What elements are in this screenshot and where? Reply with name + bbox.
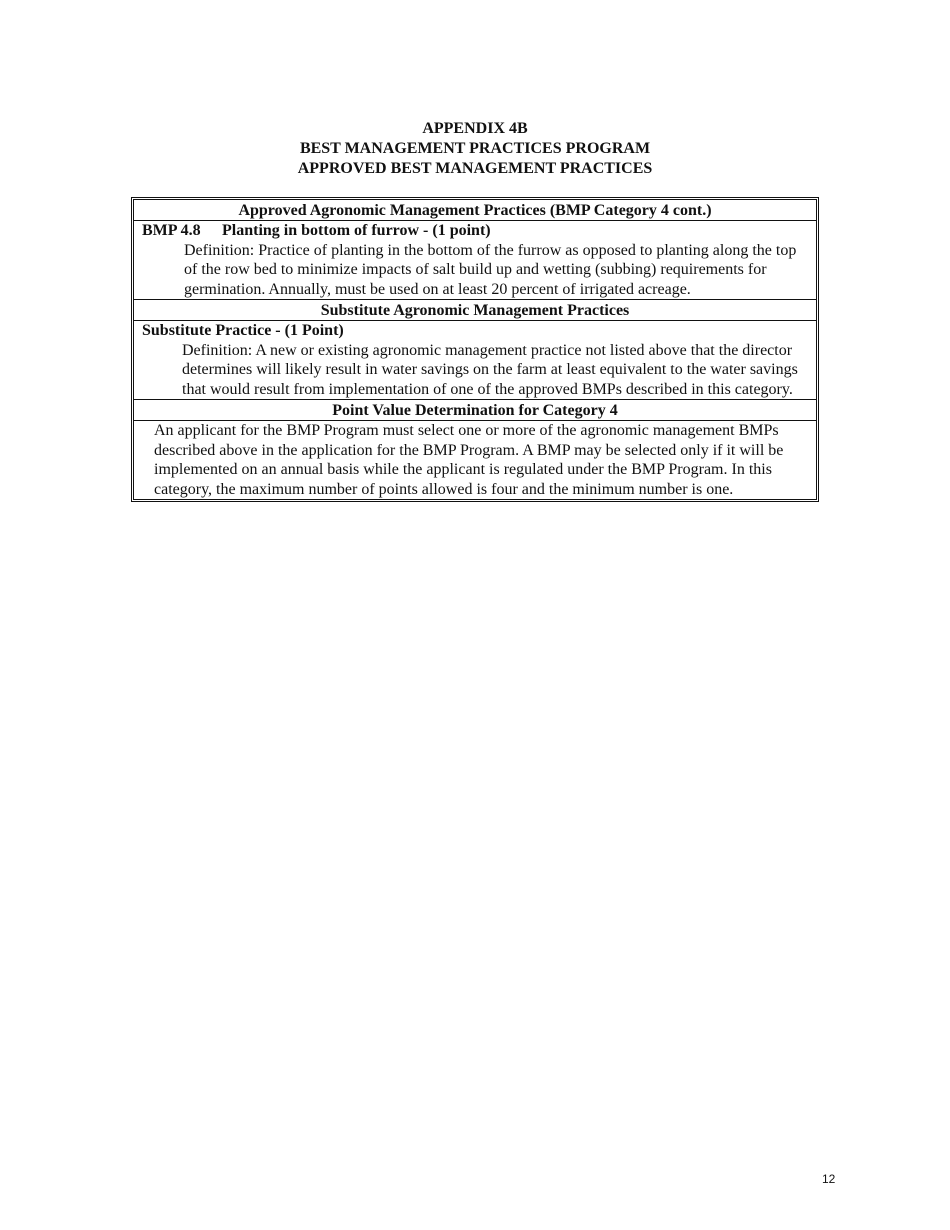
page-number: 12: [822, 1172, 836, 1186]
program-title: BEST MANAGEMENT PRACTICES PROGRAM: [299, 140, 651, 157]
bmp-table: [131, 197, 819, 502]
section-heading-substitute: Substitute Agronomic Management Practices: [134, 300, 816, 321]
bmp-title: Planting in bottom of furrow - (1 point): [222, 222, 491, 239]
section-heading-approved-agronomic: Approved Agronomic Management Practices (BMP Category 4 cont.): [134, 200, 816, 221]
bmp-4-8-title-line: [142, 221, 810, 241]
bmp-code: BMP 4.8: [142, 222, 201, 239]
point-value-paragraph: An applicant for the BMP Program must select one or more of the agronomic management BMPs described above in the application for the BMP Program. A BMP may be selected only if it will be implemented on an annual basis while the applicant is regulated under the BMP Program. In this category, the maximum number of points allowed is four and the minimum number is one.: [154, 422, 784, 498]
bmp-4-8-definition: Definition: Practice of planting in the bottom of the furrow as opposed to planting along the top of the row bed to minimize impacts of salt build up and wetting (subbing) requirements for germination. Annually, must be used on at least 20 percent of irrigated acreage.: [184, 241, 797, 298]
substitute-practice-title: Substitute Practice - (1 Point): [142, 322, 344, 339]
substitute-practice-definition: Definition: A new or existing agronomic management practice not listed above that the director determines will likely result in water savings on the farm at least equivalent to the water savings that would result from implementation of one of the approved BMPs described in this category.: [182, 341, 798, 398]
section-heading-point-value: Point Value Determination for Category 4: [134, 400, 816, 421]
appendix-title: APPENDIX 4B: [422, 120, 528, 137]
document-header: [0, 119, 950, 179]
substitute-practice-entry: [134, 321, 816, 400]
bmp-4-8-entry: [134, 221, 816, 300]
practices-title: APPROVED BEST MANAGEMENT PRACTICES: [297, 160, 653, 177]
